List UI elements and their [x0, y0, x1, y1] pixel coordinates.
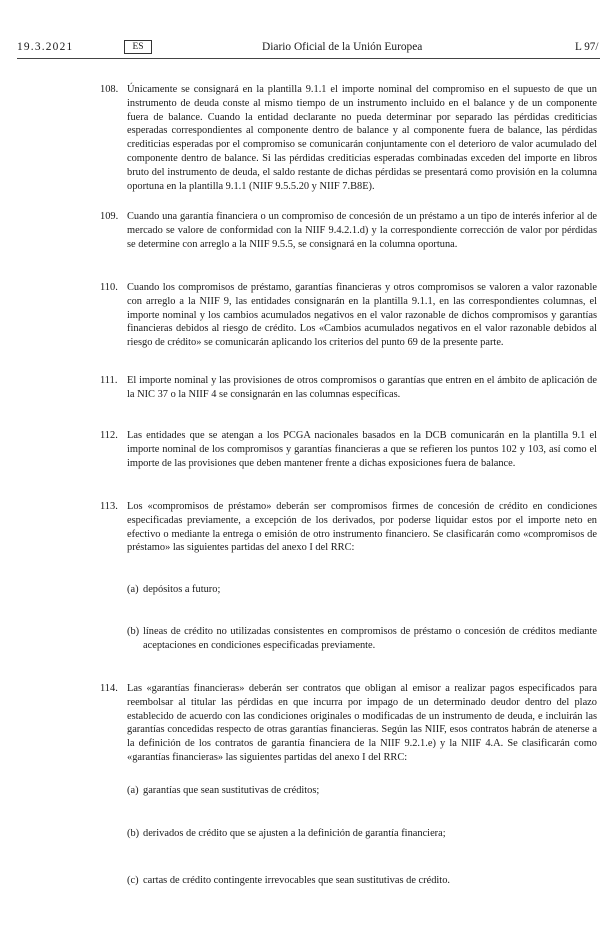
paragraph-text: Las entidades que se atengan a los PCGA nacionales basados en la DCB comunicarán en la plantilla 9.1 el importe nominal de los compromisos y garantías financieras a que se refieren los puntos 102 y 103, así como el importe de las provisiones que deben mantener frente a dichas exposiciones fuera de balance. [127, 430, 597, 469]
paragraph-111 [100, 374, 597, 402]
journal-title: Diario Oficial de la Unión Europea [262, 41, 423, 53]
list-item [127, 827, 597, 841]
paragraph-number: 113. [100, 501, 118, 512]
list-item-label: (b) [127, 626, 140, 637]
list-item-label: (a) [127, 584, 139, 595]
list-item-text: líneas de crédito no utilizadas consistentes en compromisos de préstamo o concesión de créditos mediante aceptaciones en condiciones especificadas previamente. [143, 626, 597, 651]
list-item-label: (b) [127, 828, 140, 839]
list-item [127, 784, 597, 798]
paragraph-number: 111. [100, 375, 118, 386]
paragraph-number: 108. [100, 84, 119, 95]
list-item-text: cartas de crédito contingente irrevocables que sean sustitutivas de crédito. [143, 875, 450, 886]
list-item-label: (a) [127, 785, 139, 796]
paragraph-text: Cuando una garantía financiera o un compromiso de concesión de un préstamo a un tipo de interés inferior al de mercado se valore de conformidad con la NIIF 9.4.2.1.d) y la correspondiente corrección de valor por pérdidas se determine con arreglo a la NIIF 9.5.5, se consignará en la columna oportuna. [127, 211, 597, 250]
page-reference: L 97/ [575, 41, 599, 53]
paragraph-112 [100, 429, 597, 470]
paragraph-number: 109. [100, 211, 119, 222]
paragraph-text: Únicamente se consignará en la plantilla 9.1.1 el importe nominal del compromiso en el supuesto de que un instrumento de deuda conste al mismo tiempo de un instrumento incluido en el balance y de un componente fuera de balance. Cuando la entidad declarante no pueda determinar por separado las pérdidas crediticias esperadas correspondientes al componente dentro de balance y al componente fuera de balance, las pérdidas crediticias esperadas por el compromiso se comunicarán conjuntamente con el deterioro de valor acumulado del componente dentro de balance. Si las pérdidas crediticias esperadas combinadas exceden del importe en libros bruto del instrumento de deuda, el saldo restante de dichas pérdidas se presentará como provisión en la columna oportuna en la plantilla 9.1.1 (NIIF 9.5.5.20 y NIIF 7.B8E). [127, 84, 597, 192]
list-item [127, 874, 597, 888]
list-item-text: garantías que sean sustitutivas de créditos; [143, 785, 320, 796]
language-code-badge: ES [124, 40, 152, 54]
paragraph-114 [100, 682, 597, 765]
paragraph-108 [100, 83, 597, 193]
paragraph-113 [100, 500, 597, 555]
header-date: 19.3.2021 [17, 41, 74, 53]
paragraph-110 [100, 281, 597, 350]
paragraph-109 [100, 210, 597, 251]
list-item-label: (c) [127, 875, 139, 886]
paragraph-number: 112. [100, 430, 118, 441]
paragraph-text: Cuando los compromisos de préstamo, garantías financieras y otros compromisos se valoren a valor razonable con arreglo a la NIIF 9, las entidades consignarán en la plantilla 9.1.1, en las correspondientes columnas, el importe nominal y los cambios acumulados negativos en el valor razonable de dichos compromisos y garantías financieras debidos al riesgo de crédito. Los «Cambios acumulados negativos en el valor razonable debidos al riesgo de crédito» se comunicarán aplicando los criterios del punto 69 de la presente parte. [127, 282, 597, 349]
paragraph-number: 114. [100, 683, 118, 694]
list-item-text: derivados de crédito que se ajusten a la definición de garantía financiera; [143, 828, 446, 839]
paragraph-text: El importe nominal y las provisiones de otros compromisos o garantías que entren en el ámbito de aplicación de la NIC 37 o la NIIF 4 se consignarán en las columnas específicas. [127, 375, 597, 400]
list-item [127, 625, 597, 653]
list-item [127, 583, 597, 597]
paragraph-text: Las «garantías financieras» deberán ser contratos que obligan al emisor a realizar pagos especificados para reembolsar al titular las pérdidas en que incurra por impago de un determinado deudor dentro del plazo establecido de acuerdo con las condiciones originales o modificadas de un instrumento de deuda, e incluirán las garantías concedidas respecto de otras garantías financieras. Según las NIIF, esos contratos habrán de atenerse a la definición de los contratos de garantía financiera de la NIIF 9.2.1.e) y la NIIF 4.A. Se clasificarán como «garantías financieras» las siguientes partidas del anexo I del RRC: [127, 683, 597, 763]
header-rule [17, 58, 600, 59]
paragraph-number: 110. [100, 282, 118, 293]
paragraph-text: Los «compromisos de préstamo» deberán ser compromisos firmes de concesión de crédito en condiciones especificadas previamente, a excepción de los derivados, por poderse liquidar estos por el importe neto en efectivo o mediante la entrega o emisión de otro instrumento financiero. Se clasificarán como «compromisos de préstamo» las siguientes partidas del anexo I del RRC: [127, 501, 597, 554]
list-item-text: depósitos a futuro; [143, 584, 221, 595]
